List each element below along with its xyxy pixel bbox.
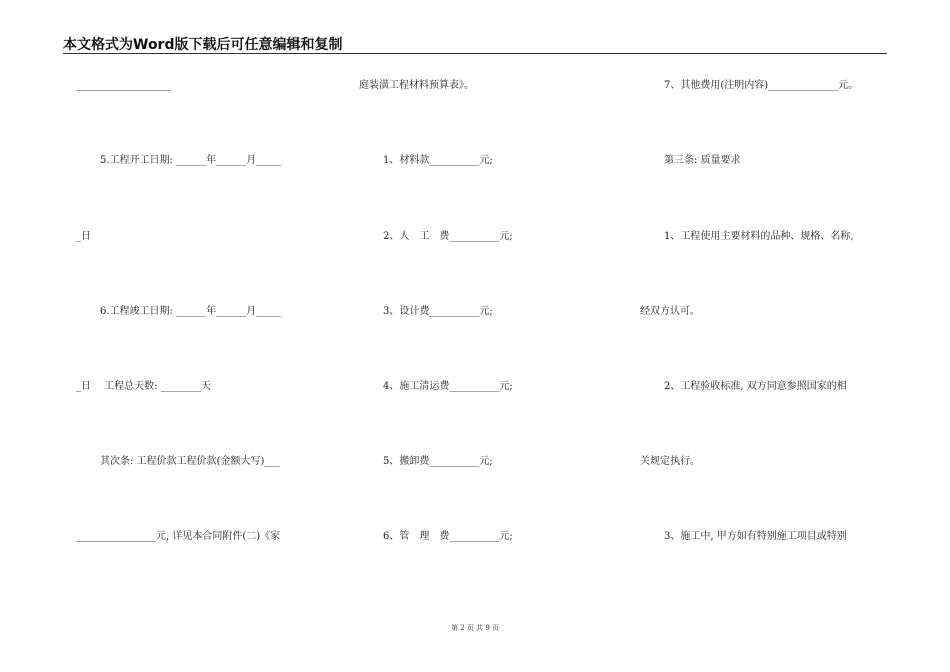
col1-line-5: _日 工程总天数: ________天 — [76, 381, 211, 392]
col2-line-2: 1、材料款__________元; — [383, 155, 493, 166]
col3-line-4: 经双方认可。 — [640, 306, 700, 317]
col3-line-6: 关规定执行。 — [640, 456, 700, 467]
col1-line-3: _日 — [76, 231, 91, 242]
header-title: 本文格式为Word版下载后可任意编辑和复制 — [63, 37, 343, 53]
page-header — [63, 33, 887, 54]
col1-line-4: 6.工程竣工日期: ______年______月_____ — [100, 306, 282, 317]
col2-line-3: 2、人 工 费__________元; — [383, 231, 513, 242]
col2-line-4: 3、设计费__________元; — [383, 306, 493, 317]
col2-line-6: 5、搬卸费__________元; — [383, 456, 493, 467]
col3-line-3: 1、工程使用主要材料的品种、规格、名称, — [664, 231, 854, 242]
col1-line-2: 5.工程开工日期: ______年______月_____ — [100, 155, 282, 166]
col3-line-1: 7、其他费用(注明内容)______________元。 — [664, 80, 859, 91]
col1-line-6: 其次条: 工程价款工程价款(金额大写)___ — [100, 456, 280, 467]
col3-line-7: 3、施工中, 甲方如有特别施工项目或特别 — [664, 531, 847, 542]
col3-line-5: 2、工程验收标准, 双方同意参照国家的相 — [664, 381, 847, 392]
col1-line-7: ________________元, 详见本合同附件(二)《家 — [76, 531, 281, 542]
col2-line-1: 庭装潢工程材料预算表》。 — [359, 80, 474, 91]
col2-line-7: 6、管 理 费__________元; — [383, 531, 513, 542]
col1-line-1: ___________________ — [76, 80, 171, 91]
col3-line-2: 第三条: 质量要求 — [664, 155, 741, 166]
col2-line-5: 4、施工清运费__________元; — [383, 381, 513, 392]
page-number: 第 2 页 共 9 页 — [450, 624, 500, 632]
